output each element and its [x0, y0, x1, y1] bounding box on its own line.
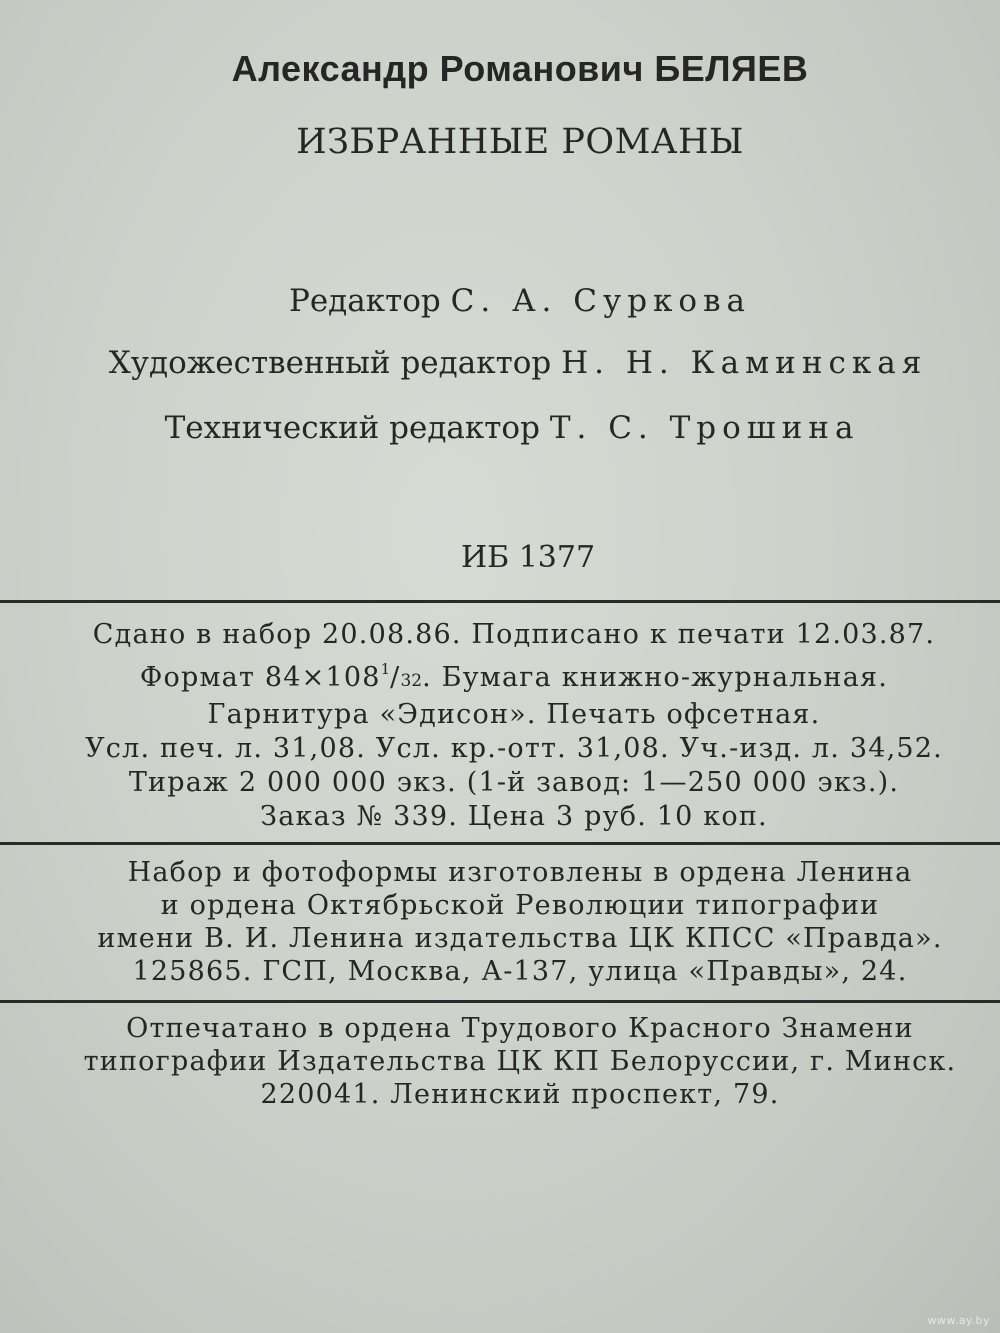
typeset-line: и ордена Октябрьской Революции типографии [160, 890, 880, 921]
print-format-line [14, 652, 1000, 698]
printed-line: 220041. Ленинский проспект, 79. [260, 1079, 780, 1110]
printed-line: Отпечатано в ордена Трудового Красного Знамени [126, 1013, 914, 1044]
divider [0, 1000, 1000, 1003]
credit-role: Технический редактор [164, 410, 540, 446]
typeset-line: имени В. И. Ленина издательства ЦК КПСС «Правда». [97, 923, 943, 954]
credit-editor [20, 283, 1000, 319]
format-suffix: . Бумага книжно-журнальная. [422, 662, 889, 693]
print-data-block [14, 618, 1000, 834]
print-data-line: Тираж 2 000 000 экз. (1-й завод: 1—250 000 экз.). [128, 767, 900, 798]
author-name: Александр Романович БЕЛЯЕВ [231, 48, 809, 89]
format-prefix: Формат 84×108 [139, 662, 381, 693]
typeset-line: Набор и фотоформы изготовлены в ордена Ленина [127, 857, 913, 888]
credit-person: С. А. Суркова [450, 283, 752, 319]
divider [0, 600, 1000, 603]
print-data-line: Гарнитура «Эдисон». Печать офсетная. [207, 699, 821, 730]
format-subscript: 32 [400, 671, 423, 691]
format-superscript: 1 [380, 660, 391, 678]
printed-line: типографии Издательства ЦК КП Белоруссии, г. Минск. [83, 1046, 957, 1077]
credit-art-editor [18, 345, 1000, 381]
print-data-line: Усл. печ. л. 31,08. Усл. кр.-отт. 31,08. Уч.-изд. л. 34,52. [85, 733, 943, 764]
typeset-line: 125865. ГСП, Москва, А-137, улица «Правды», 24. [132, 956, 908, 987]
credit-person: Н. Н. Каминская [561, 345, 928, 381]
credit-role: Художественный редактор [108, 345, 552, 381]
printed-block [20, 1012, 1000, 1111]
divider [0, 842, 1000, 845]
print-data-line: Сдано в набор 20.08.86. Подписано к печати 12.03.87. [92, 619, 936, 650]
typeset-block [20, 856, 1000, 988]
format-slash: / [390, 662, 401, 693]
print-data-line: Заказ № 339. Цена 3 руб. 10 коп. [260, 801, 768, 832]
book-title: ИЗБРАННЫЕ РОМАНЫ [296, 122, 744, 162]
site-watermark: www.ay.by [927, 1314, 990, 1327]
ib-number: ИБ 1377 [460, 540, 596, 575]
credit-person: Т. С. Трошина [549, 410, 860, 446]
credit-tech-editor [12, 410, 1000, 446]
credit-role: Редактор [288, 283, 441, 319]
